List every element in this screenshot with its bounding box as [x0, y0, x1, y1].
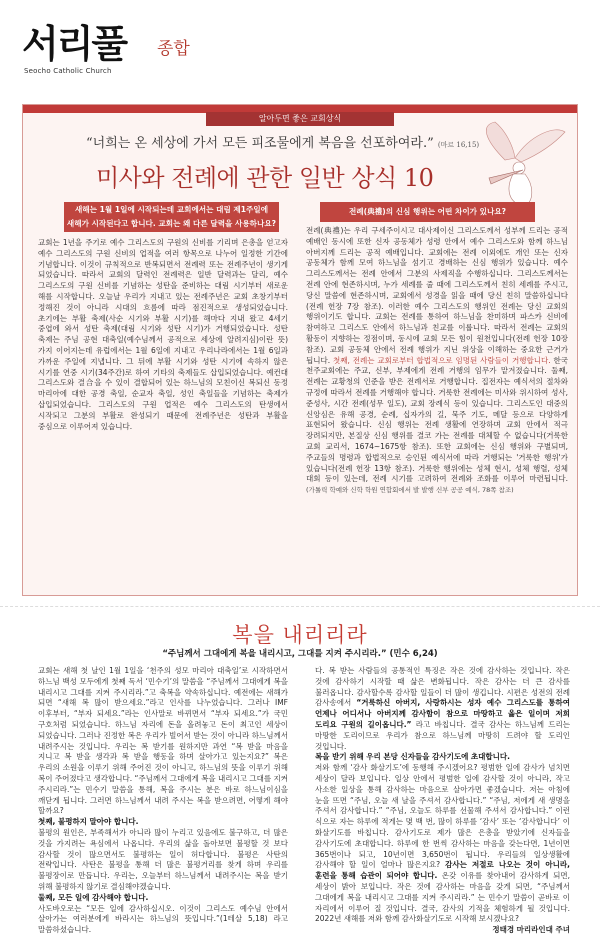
article-tag: 알아두면 좋은 교회상식 — [206, 112, 394, 126]
text-run: 라고 바칩니다. 결국 감사는 하느님께 드리는 마땅한 도리이므로 우리가 참으로 하느님께 마땅히 드려야 할 도리인 것입니다. — [315, 719, 570, 751]
answer-right-text — [306, 226, 568, 591]
answer-right-part-2: 한국 천주교회에는 주교, 신부, 부제에게 전례 거행의 임무가 맡겨졌습니다. 둘째, 전례는 교황청의 인준을 받은 전례서로 거행합니다. 집전자는 예식서의 절차와 규정에 따라서 전례를 거행해야 합니다. 거룩한 전례에는 미사와 위시하여 성사, 준성사, 시간 전례(성무 일도), 교회 장례식 등이 있습니다. 그리스도인 대중의 신앙심은 유해 공경, 순례, 십자가의 길, 묵주 기도, 메달 등으로 다양하게 표현되어 왔습니다. 신심 행위는 전례 생활에 연장하며 교회 안에서 적극 장려되지만, 본질상 신심 행위를 결코 가는 전례를 대체할 수 없습니다(거룩한 교회 교리서, 1674~1675항 참조). 또한 교회에는 신심 행위와 구별되며, 주교들의 명령과 합법적으로 승인된 예식서에 따라 거행되는 '거룩한 행위'가 있습니다(전례 헌장 13항 참조). 거룩한 행위에는 성체 현시, 성체 행렬, 성체 대회 등이 있는데, 전례 시기를 고려하여 전례와 조화를 이루어 마련됩니다. — [306, 355, 569, 484]
logo-subtitle: Seocho Catholic Church — [24, 67, 112, 75]
bottom-article-title: 복을 내리리라 — [232, 623, 368, 647]
logo-text: 서리풀 — [22, 22, 127, 66]
bottom-article-subtitle: “주님께서 그대에게 복을 내리시고, 그대를 지켜 주시리라.” (민수 6,24) — [162, 649, 438, 659]
angel-trumpet-illustration — [475, 120, 570, 210]
subheading: 복을 받기 위해 우리 본당 신자들을 감사기도에 초대합니다. — [315, 752, 511, 762]
author-signature: 정태경 마리라인대 주녀 — [492, 925, 570, 935]
paragraph: 불평의 원인은, 부족해서가 아니라 많이 누리고 있음에도 불구하고, 더 많은 것을 가지려는 욕심에서 나옵니다. 우리의 삶을 돌아보면 불평할 것 보다 감사할 것이 많으면서도 불평하는 일이 허다합니다. 불평은 사탄의 전략입니다. 사탄은 불평을 통해 더 많은 불평거리를 찾게 하며 우리를 불평장이로 만듭니다. 우리는, 오늘부터 하느님께서 내려주시는 복을 받기 위해 불평하지 않기로 결심해야겠습니다. — [38, 827, 288, 891]
question-banner-right: 전례(典禮)의 신심 행위는 어떤 차이가 있나요? — [320, 202, 535, 222]
bottom-right-column — [315, 666, 571, 935]
question-banner-left — [64, 202, 279, 232]
subheading: 둘째, 모든 일에 감사해야 합니다. — [38, 892, 149, 902]
article-title: 미사와 전례에 관한 일반 상식 10 — [96, 164, 434, 192]
text-run: 온갖 이유를 찾아내어 감사하게 되면, 세상이 밝아 보입니다. 작은 것에 감사하는 마음을 갖게 되면, “주님께서 그대에게 복을 내리시고 그대를 지켜 주시리라.” 는 민수기 말씀이 곧바로 이 자리에서 이루어 질 것입니다. 결국, 감사의 기적을 체험하게 될 것입니다. 2022년 새해를 저와 함께 감사화살기도로 시작해 보시겠나요? — [315, 871, 570, 924]
reference-note: (가톨릭 학예와 신학 학원 연합회에서 발 발행 신부 공공 예식, 78쪽 참조) — [306, 486, 514, 495]
bible-quote — [86, 132, 506, 151]
quote-text: “너희는 온 세상에 가서 모든 피조물에게 복음을 선포하여라.” — [86, 136, 434, 151]
newsletter-logo — [22, 22, 126, 66]
section-label: 종합 — [157, 39, 190, 59]
quote-reference: (마르 16,15) — [437, 141, 480, 149]
text-run: 저와 함께 ‘감사 화살기도’에 동행해 주시겠어요? 평범한 일에 감사가 넘치면 세상이 달라 보입니다. 일상 안에서 평범한 일에 감사할 것이 아니라, 작고 사소한 일상을 통해 감사하는 마음으로 살아가면 좋겠습니다. 저는 아침에 눈을 뜨면 “주님, 오늘 새 날을 주셔서 감사합니다.” “주님, 저에게 새 생명을 주셔서 감사합니다.” “주님, 오늘도 하루를 선물해 주셔서 감사합니다.” 이런 식으로 자는 하루에 적게는 몇 백 번, 많이 하루를 ‘감사’ 또는 ‘감사합니다’ 이 화살기도를 바칩니다. 감사기도로 제가 많은 은총을 받았기에 신자들을 감사기도에 초대합니다. 하루에 한 번씩 감사하는 마음을 갖는다면, 1년이면 365번이나 되고, 10년이면 3,650번이 됩니다. 우리들의 일상생활에 감사해야 할 일이 얼마나 많은지요? — [315, 763, 570, 870]
text-run: 다. 복 받는 사람들의 공통적인 특징은 작은 것에 감사하는 것입니다. 작은 것에 감사하기 시작할 때 삶은 변화됩니다. 작은 감사는 더 큰 감사를 불러옵니다. 감사할수록 감사할 일들이 더 많이 생깁니다. 시편은 성전의 전례 감사송에서 — [315, 666, 570, 708]
paragraph: 사도바오로는 “모든 일에 감사하십시오. 이것이 그리스도 예수님 안에서 살아가는 여러분에게 바라시는 하느님의 뜻입니다.”(1테살 5,18) 라고 말씀하셨습니다. — [38, 903, 288, 935]
answer-right-emphasis: 첫째, 전례는 교회로부터 합법적으로 임명된 사람들이 거행합니다. — [333, 355, 551, 365]
bold-text-run: 감사는 저절로 나오는 것이 아니라, 훈련을 통해 습관이 되어야 합니다. — [315, 860, 570, 881]
paragraph — [315, 666, 570, 752]
answer-right-part-1: 전례(典禮)는 우리 구세주이시고 대사제이신 그리스도께서 성부께 드리는 공적 예배인 동시에 또한 신자 공동체가 성령 안에서 예수 그리스도와 함께 하느님 아버지께 드리는 공적 예배입니다. 교회에는 전례 이외에도 개인 또는 신자 공동체가 함께 모여 하느님을 섬기고 경배하는 신심 행위가 있습니다. 예수 그리스도께서는 전례 안에서 그분의 사제직을 수행하십니다. 그리스도께서는 전례 안에 현존하시며, 누가 세례를 줄 때에 그리스도께서 친히 세례를 주시고, 당신 말씀에 현존하시며, 교회에서 성경을 읽을 때에 당신 친히 말씀하십니다(전례 헌장 7장 참조). 이러한 예수 그리스도의 행위인 전례는 당신 교회의 행위이기도 합니다. 교회는 전례를 통하여 하느님을 찬미하며 파스카 신비에 참여하고 그리스도 안에서 하느님과 친교를 이룹니다. 따라서 전례는 교회의 활동이 지향하는 정점이며, 동시에 교회 모든 힘이 원천입니다(전례 헌장 10장 참조). 교회 공동체 안에서 전례 행위가 지닌 위상을 이해하는 중요한 근거가 됩니다. — [306, 226, 568, 365]
bottom-left-column — [38, 666, 288, 935]
question-left-line-1: 새해는 1월 1일에 시작되는데 교회에서는 대림 제1주일에 — [74, 205, 269, 214]
question-left-line-2: 새해가 시작된다고 합니다. 교회는 왜 다른 달력을 사용하나요? — [66, 219, 277, 228]
bold-text-run: “거룩하신 아버지, 사랑하시는 성자 예수 그리스도를 통하여 언제나 어디서나 아버지께 감사함이 참으로 마땅하고 옳은 일이며 저희 도리요 구원의 길이옵니다.” — [315, 698, 571, 729]
section-divider — [0, 606, 600, 607]
subheading: 첫째, 불평하지 말아야 합니다. — [38, 817, 139, 827]
paragraph: 교회는 새해 첫 날인 1월 1일을 ‘천주의 성모 마리아 대축일’로 시작하면서 하느님 백성 모두에게 첫째 독서 ‘민수기’의 말씀을 “주님께서 그대에게 복을 내리시고 그대를 지켜 주시리라.”고 축복을 약속하십니다. 예전에는 새해가 되면 “새해 복 많이 받으세요.”라고 인사를 나누었습니다. 그러나 IMF 이후부터, “부자 되세요.”라는 인사말로 바뀌면서 “부자 되세요.”가 국민 구호처럼 되었습니다. 하느님 자리에 돈을 올려놓고 돈이 최고인 세상이 되었습니다. 그러나 진정한 복은 우리가 빌어서 받는 것이 아니라 하느님께서 내려주시는 것입니다. 우리는 복 받기를 원하지만 과연 “복 받을 마음을 지니고 복 받을 생각과 복 받을 행동을 하며 살아가고 있는지요?” 복은 우리의 소원을 이루기 위해 주어진 것이 아니고, 하느님의 뜻을 이루기 위해 복이 주어졌다고 생각합니다. “주님께서 그대에게 복을 내리시고 그대를 지켜 주시리라.”는 민수기 말씀을 통해, 복을 주시는 분은 바로 하느님이심을 깨닫게 됩니다. 그러면 하느님께서 내려 주시는 복을 받으려면, 어떻게 해야 할까요? — [38, 666, 288, 816]
answer-left-text: 교회는 1년을 주기로 예수 그리스도의 구원의 신비를 기리며 은총을 얻고자 예수 그리스도의 구원 신비의 업적을 여러 항목으로 나누어 일정한 기간에 기념합니다. 이것이 규칙적으로 반복되면서 전례력 또는 전례주년이 생기게 되었습니다. 따라서 교회의 달력인 전례력은 일반 달력과는 달리, 예수 그리스도의 구원 신비를 기념하는 성탄을 준비하는 대림 시기부터 새로운 해를 시작합니다. 오늘날 우리가 지내고 있는 전례주년은 교회 초창기부터 정해진 것이 아니라 시대의 흐름에 따라 점진적으로 생성되었습니다. 초기에는 부활 축제(사순 시기와 부활 시기)를 해마다 지내 왔고 4세기 중엽에 와서 성탄 축제(대림 시기와 성탄 시기)가 거행되었습니다. 성탄 축제는 주님 공현 대축일(예수님께서 공적으로 세상에 알려지심)이란 뜻)가지 이어지는데 유럽에서는 1월 6일에 지내고 우리나라에서는 1월 6일과 가까운 주일에 지냅니다. 그 뒤에 부활 시기와 성탄 시기에 속하지 않은 시기를 연중 시기(34주간)로 하여 기타의 축제들도 삽입되었습니다. 예컨대 그리스도와 결合을 수 있이 결합되어 있는 하느님의 모친이신 복되신 동정 마리아에 대한 공경 축일, 순교자 축일, 성인 축일들을 기념하는 축제가 삽입되었습니다. 그리스도의 구원 업적은 예수 그리스도의 탄생에서 시작되고 그분의 부활로 완성되기 때문에 전례주년은 성탄과 부활을 중심으로 이루어져 있습니다. — [38, 238, 288, 431]
masthead — [22, 22, 582, 82]
paragraph — [315, 763, 570, 925]
